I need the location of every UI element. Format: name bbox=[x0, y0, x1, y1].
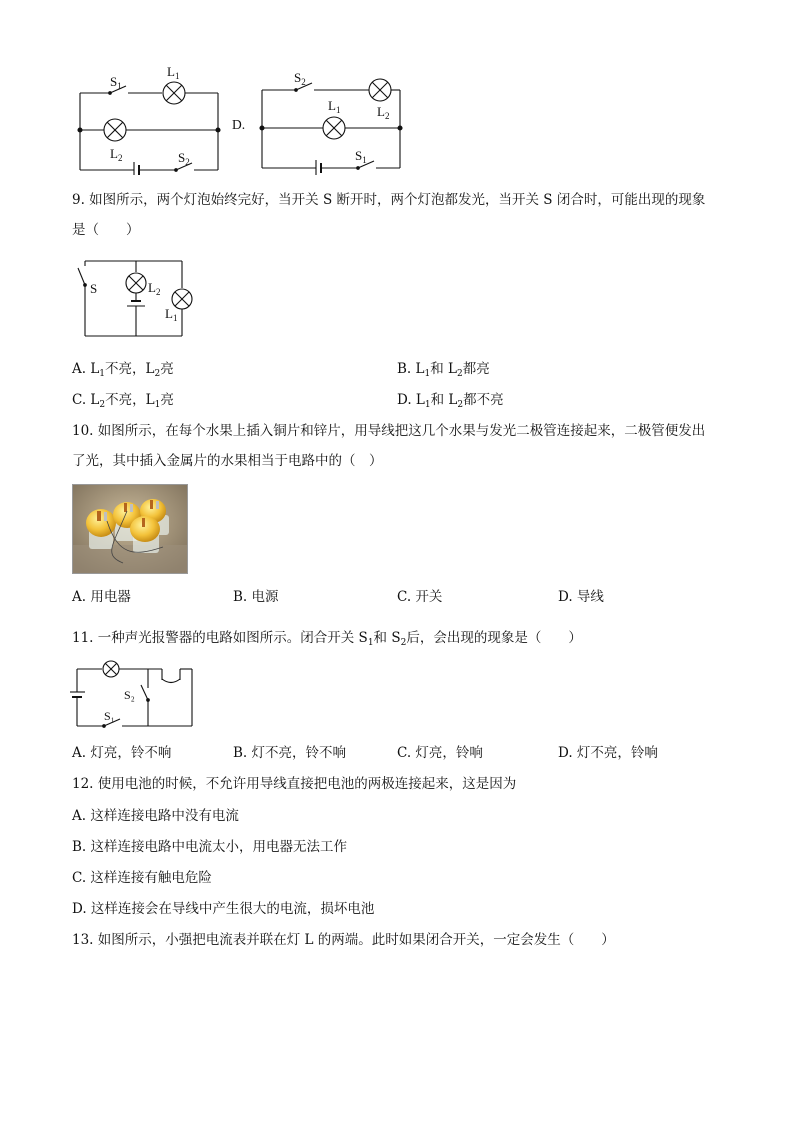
circuit-diagram-c bbox=[70, 60, 230, 175]
label-s1: S₁ bbox=[104, 709, 115, 723]
q11-circuit-diagram bbox=[70, 658, 198, 730]
q10-option-b[interactable]: B. 电源 bbox=[233, 589, 279, 605]
fruit-battery-photo bbox=[72, 484, 188, 574]
q9-option-a[interactable]: A. $L_1$不亮，$L_2$亮 bbox=[72, 361, 174, 379]
label-l2: $L_2$ bbox=[148, 280, 161, 297]
q12-stem: 12. 使用电池的时候，不允许用导线直接把电池的两极连接起来，这是因为 bbox=[72, 776, 517, 792]
label-l2: $L_2$ bbox=[110, 146, 123, 163]
q9-option-c[interactable]: C. $L_2$不亮，$L_1$亮 bbox=[72, 392, 174, 410]
q11-option-a[interactable]: A. 灯亮，铃不响 bbox=[72, 745, 172, 761]
label-l1: $L_1$ bbox=[328, 98, 341, 115]
q9-stem-line1: 9. 如图所示，两个灯泡始终完好，当开关 S 断开时，两个灯泡都发光，当开关 S 闭合时，可能出现的现象 bbox=[72, 192, 706, 208]
q12-option-c[interactable]: C. 这样连接有触电危险 bbox=[72, 870, 212, 886]
label-s2: $S_2$ bbox=[178, 150, 190, 167]
label-l1: $L_1$ bbox=[165, 306, 178, 323]
q10-option-d[interactable]: D. 导线 bbox=[558, 589, 604, 605]
q9-option-b[interactable]: B. $L_1$和 $L_2$都亮 bbox=[397, 361, 490, 379]
label-s2: $S_2$ bbox=[294, 70, 306, 87]
q11-stem: 11. 一种声光报警器的电路如图所示。闭合开关 $S_1$和 $S_2$后，会出现的现象是（ ） bbox=[72, 630, 582, 648]
q10-option-a[interactable]: A. 用电器 bbox=[72, 589, 131, 605]
label-s1: $S_1$ bbox=[110, 74, 122, 91]
q11-option-d[interactable]: D. 灯不亮，铃响 bbox=[558, 745, 658, 761]
q9-stem-line2: 是（ ） bbox=[72, 222, 140, 238]
q10-stem-line2: 了光，其中插入金属片的水果相当于电路中的（ ） bbox=[72, 453, 383, 469]
q11-option-c[interactable]: C. 灯亮，铃响 bbox=[397, 745, 483, 761]
q10-option-c[interactable]: C. 开关 bbox=[397, 589, 443, 605]
q10-stem-line1: 10. 如图所示，在每个水果上插入铜片和锌片，用导线把这几个水果与发光二极管连接起来，二极管便发出 bbox=[72, 423, 706, 439]
q13-stem: 13. 如图所示，小强把电流表并联在灯 L 的两端。此时如果闭合开关，一定会发生（ ） bbox=[72, 932, 615, 948]
label-l1: $L_1$ bbox=[167, 64, 180, 81]
q12-option-a[interactable]: A. 这样连接电路中没有电流 bbox=[72, 808, 239, 824]
label-l2: $L_2$ bbox=[377, 104, 390, 121]
option-d-letter: D. bbox=[232, 117, 246, 132]
q12-option-b[interactable]: B. 这样连接电路中电流太小，用电器无法工作 bbox=[72, 839, 348, 855]
q11-option-b[interactable]: B. 灯不亮，铃不响 bbox=[233, 745, 347, 761]
label-s2: S₂ bbox=[124, 688, 135, 702]
label-s: S bbox=[90, 281, 98, 296]
circuit-diagram-d bbox=[255, 62, 405, 175]
label-s1: $S_1$ bbox=[355, 148, 367, 165]
q9-option-d[interactable]: D. $L_1$和 $L_2$都不亮 bbox=[397, 392, 504, 410]
q12-option-d[interactable]: D. 这样连接会在导线中产生很大的电流，损坏电池 bbox=[72, 901, 375, 917]
q9-circuit-diagram bbox=[70, 250, 200, 342]
